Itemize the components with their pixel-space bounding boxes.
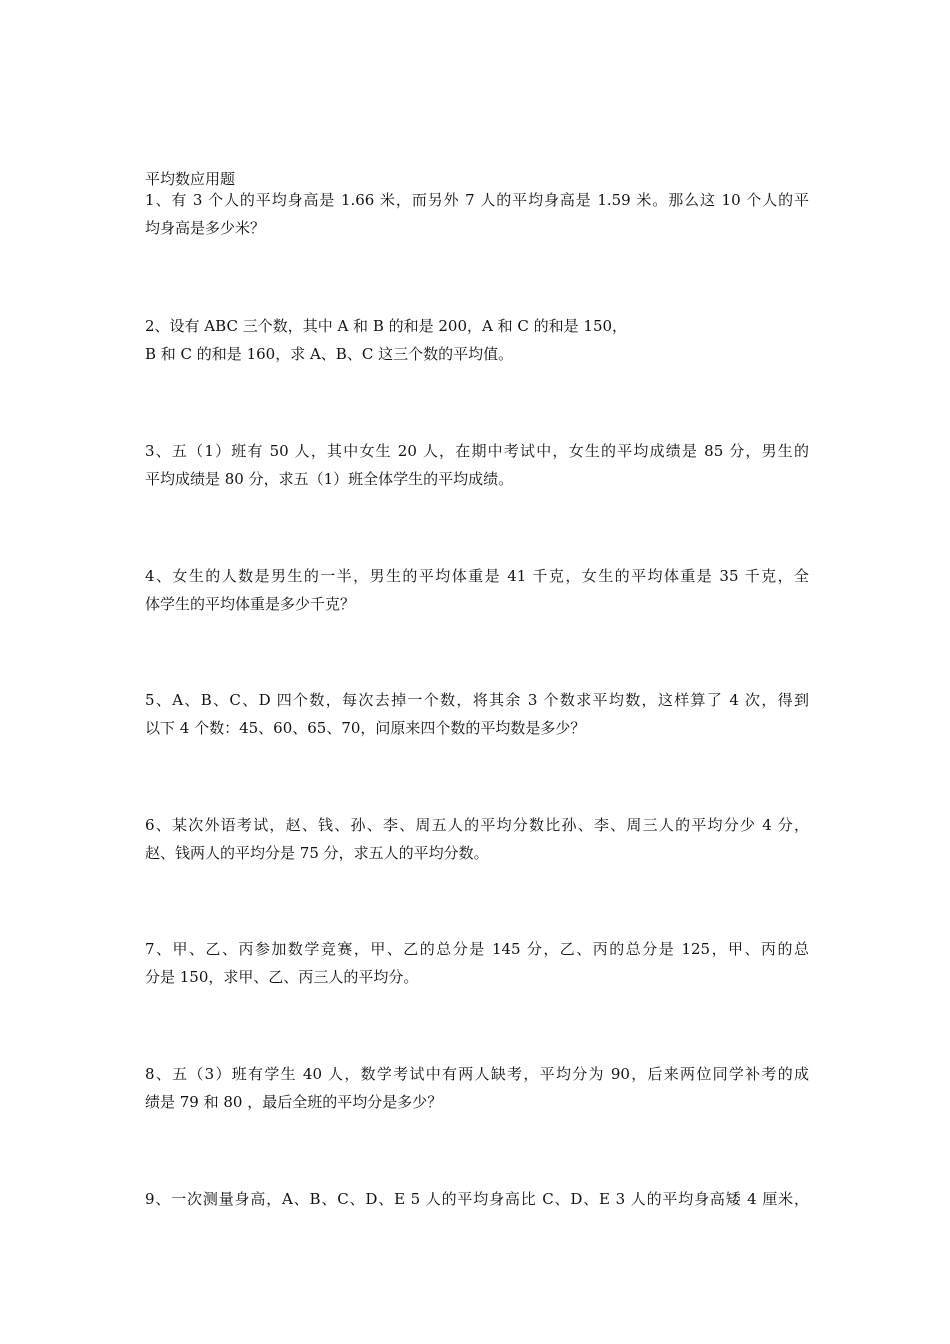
problem-9 — [145, 1185, 809, 1213]
problem-7-line-2: 分是 150，求甲、乙、丙三人的平均分。 — [145, 968, 419, 986]
problem-6-line-1: 6、某次外语考试，赵、钱、孙、李、周五人的平均分数比孙、李、周三人的平均分少 4 分， — [145, 816, 809, 834]
problem-1 — [145, 186, 809, 242]
problem-8-line-2: 绩是 79 和 80 ，最后全班的平均分是多少？ — [145, 1093, 443, 1111]
problem-1-line-2: 均身高是多少米？ — [145, 219, 266, 237]
problem-8-line-1: 8、五（3）班有学生 40 人，数学考试中有两人缺考，平均分为 90，后来两位同学补考的成 — [145, 1065, 809, 1083]
problem-6 — [145, 811, 809, 867]
problem-6-line-2: 赵、钱两人的平均分是 75 分，求五人的平均分数。 — [145, 844, 489, 862]
problem-2 — [145, 312, 809, 368]
problem-3-line-1: 3、五（1）班有 50 人，其中女生 20 人，在期中考试中，女生的平均成绩是 85 分，男生的 — [145, 442, 809, 460]
problem-2-line-2: B 和 C 的和是 160，求 A、B、C 这三个数的平均值。 — [145, 345, 514, 363]
document-title: 平均数应用题 — [145, 170, 236, 188]
problem-1-line-1: 1、有 3 个人的平均身高是 1.66 米，而另外 7 人的平均身高是 1.59 米。那么这 10 个人的平 — [145, 191, 809, 209]
problem-7 — [145, 935, 809, 991]
problem-3 — [145, 437, 809, 493]
problem-4-line-1: 4、女生的人数是男生的一半，男生的平均体重是 41 千克，女生的平均体重是 35 千克，全 — [145, 567, 809, 585]
problem-3-line-2: 平均成绩是 80 分，求五（1）班全体学生的平均成绩。 — [145, 470, 514, 488]
problem-5 — [145, 686, 809, 742]
problem-4 — [145, 562, 809, 618]
problem-2-line-1: 2、设有 ABC 三个数，其中 A 和 B 的和是 200，A 和 C 的和是 150， — [145, 317, 628, 335]
problem-7-line-1: 7、甲、乙、丙参加数学竞赛，甲、乙的总分是 145 分，乙、丙的总分是 125，甲、丙的总 — [145, 940, 809, 958]
problem-4-line-2: 体学生的平均体重是多少千克？ — [145, 595, 356, 613]
problem-8 — [145, 1060, 809, 1116]
problem-9-line-1: 9、一次测量身高，A、B、C、D、E 5 人的平均身高比 C、D、E 3 人的平均身高矮 4 厘米， — [145, 1190, 809, 1208]
problem-5-line-2: 以下 4 个数：45、60、65、70，问原来四个数的平均数是多少？ — [145, 719, 586, 737]
problem-5-line-1: 5、A、B、C、D 四个数，每次去掉一个数，将其余 3 个数求平均数，这样算了 4 次，得到 — [145, 691, 809, 709]
